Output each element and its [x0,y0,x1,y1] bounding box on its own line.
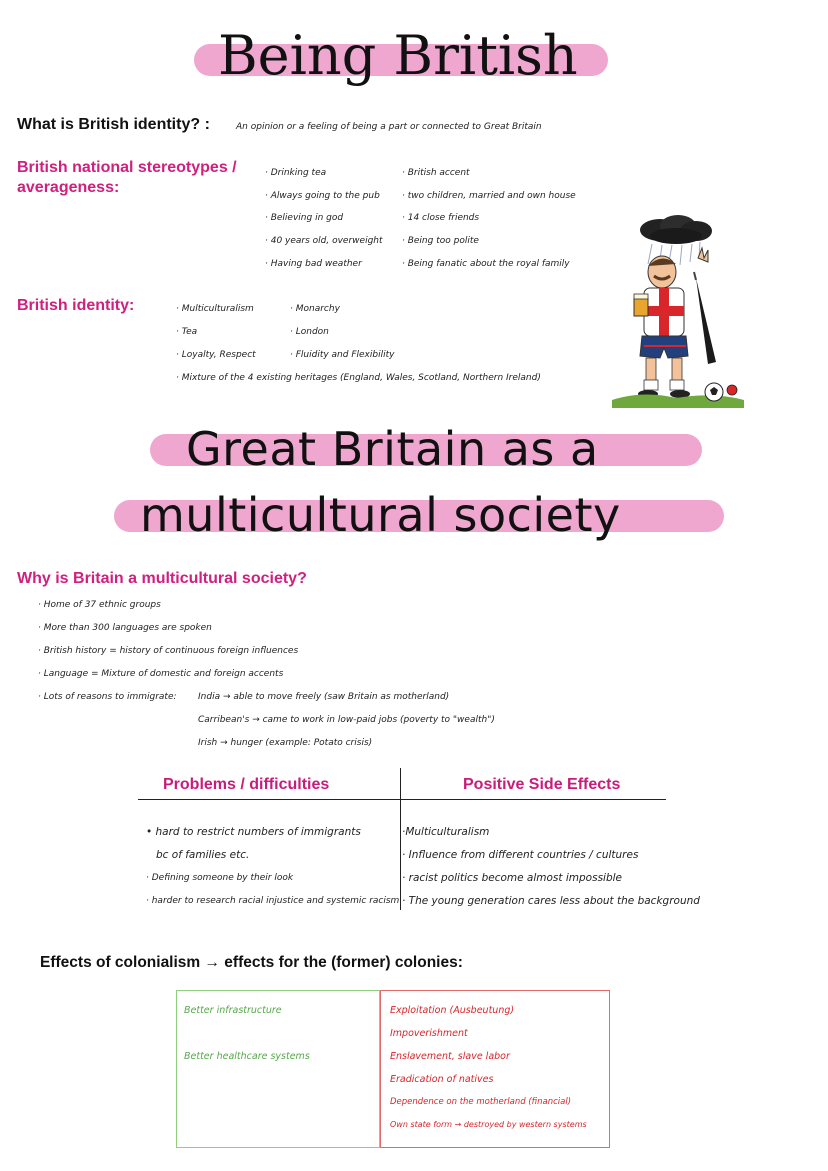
problems-header: Problems / difficulties [163,776,330,793]
identity-item: · Fluidity and Flexibility [290,350,395,360]
stereotype-item: · Believing in god [265,213,344,223]
stereotype-item: · two children, married and own house [402,191,576,201]
negative-effect: Dependence on the motherland (financial) [390,1097,572,1107]
identity-item: · Monarchy [290,304,340,314]
problem-item: • hard to restrict numbers of immigrants [146,826,361,838]
why-item: · British history = history of continuous foreign influences [38,646,299,656]
stereotype-item: · Drinking tea [265,168,327,178]
identity-question-answer: An opinion or a feeling of being a part or connected to Great Britain [236,122,542,132]
negative-effect: Eradication of natives [390,1074,494,1085]
negative-effect: Exploitation (Ausbeutung) [390,1005,515,1016]
identity-item: · Multiculturalism [176,304,254,314]
stereotype-item: · Being too polite [402,236,479,246]
stereotype-item: · Being fanatic about the royal family [402,259,570,269]
why-item: · Lots of reasons to immigrate: [38,692,177,702]
identity-item: · Loyalty, Respect [176,350,256,360]
negative-effect: Impoverishment [390,1028,468,1039]
negative-effect: Own state form → destroyed by western systems [390,1120,587,1129]
identity-heading: British identity: [17,297,135,314]
problem-item: · Defining someone by their look [146,873,294,883]
section-title-line1: Great Britain as a [186,422,599,476]
problem-item: · harder to research racial injustice and systemic racism [146,896,400,906]
positives-header: Positive Side Effects [463,776,621,793]
positive-item: · racist politics become almost impossible [402,872,622,884]
positive-effect: Better healthcare systems [184,1051,310,1062]
immigration-reason: India → able to move freely (saw Britain as motherland) [198,692,450,702]
immigration-reason: Irish → hunger (example: Potato crisis) [198,738,373,748]
why-heading: Why is Britain a multicultural society? [17,570,307,587]
stereotypes-heading-line1: British national stereotypes / [17,159,237,176]
section-title-line2: multicultural society [140,488,621,542]
why-item: · Home of 37 ethnic groups [38,600,161,610]
stereotype-item: · Having bad weather [265,259,362,269]
positive-item: · The young generation cares less about the background [402,895,700,907]
identity-item-wide: · Mixture of the 4 existing heritages (England, Wales, Scotland, Northern Ireland) [176,373,541,383]
identity-item: · London [290,327,329,337]
positive-effect: Better infrastructure [184,1005,282,1016]
stereotype-item: · Always going to the pub [265,191,380,201]
identity-item: · Tea [176,327,198,337]
negative-effect: Enslavement, slave labor [390,1051,510,1062]
stereotype-item: · British accent [402,168,470,178]
positive-item: · Influence from different countries / cultures [402,849,639,861]
positive-item: ·Multiculturalism [402,826,490,838]
colonialism-heading: Effects of colonialism → effects for the (former) colonies: [40,954,463,971]
table-horizontal-rule [138,799,666,800]
identity-question-label: What is British identity? : [17,116,210,133]
why-item: · Language = Mixture of domestic and foreign accents [38,669,284,679]
table-vertical-rule [400,768,401,910]
rain-cloud-icon [640,215,712,244]
page-title: Being British [218,24,578,87]
problem-item: bc of families etc. [156,849,250,861]
stereotypes-heading-line2: averageness: [17,179,120,196]
why-item: · More than 300 languages are spoken [38,623,212,633]
british-cartoon-illustration [604,212,750,410]
stereotype-item: · 40 years old, overweight [265,236,383,246]
stereotype-item: · 14 close friends [402,213,480,223]
immigration-reason: Carribean's → came to work in low-paid jobs (poverty to "wealth") [198,715,495,725]
